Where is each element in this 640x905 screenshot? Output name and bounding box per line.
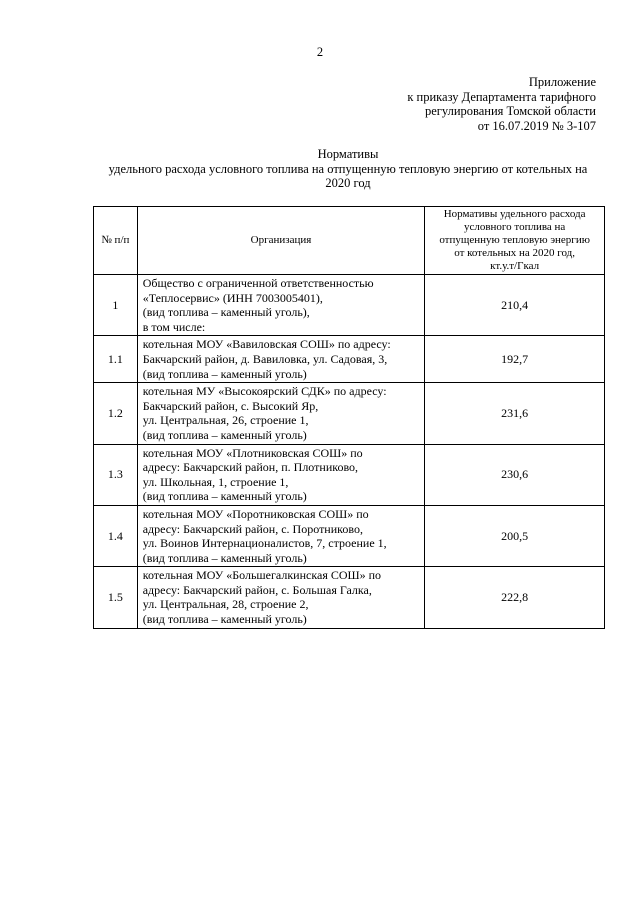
org-line: (вид топлива – каменный уголь) — [142, 550, 307, 565]
table-row — [94, 383, 605, 444]
document-title — [90, 147, 606, 191]
org-line: адресу: Бакчарский район, п. Плотниково, — [142, 460, 359, 475]
row-org — [137, 275, 425, 336]
org-line: в том числе: — [142, 319, 206, 334]
org-line: ул. Центральная, 26, строение 1, — [142, 413, 309, 428]
row-org — [137, 444, 425, 505]
row-org — [137, 505, 425, 566]
page-number: 2 — [316, 45, 324, 59]
table-row — [94, 567, 605, 628]
title-line: 2020 год — [325, 176, 371, 190]
org-line: Общество с ограниченной ответственностью — [142, 276, 374, 290]
org-line: котельная МОУ «Поротниковская СОШ» по — [142, 506, 369, 521]
org-line: адресу: Бакчарский район, с. Большая Галка, — [142, 582, 372, 597]
header-value-line: Нормативы удельного расхода — [443, 208, 586, 220]
header-org: Организация — [137, 207, 425, 275]
org-line: (вид топлива – каменный уголь) — [142, 366, 307, 381]
org-line: котельная МОУ «Вавиловская СОШ» по адресу: — [142, 337, 391, 352]
appendix-line: регулирования Томской области — [424, 104, 596, 118]
org-line: (вид топлива – каменный уголь) — [142, 612, 307, 627]
org-line: Бакчарский район, с. Высокий Яр, — [142, 398, 319, 413]
table-row — [94, 275, 605, 336]
table-row — [94, 505, 605, 566]
table-row — [94, 444, 605, 505]
org-line: ул. Центральная, 28, строение 2, — [142, 597, 309, 612]
org-line: котельная МОУ «Плотниковская СОШ» по — [142, 445, 363, 460]
row-num: 1.4 — [94, 505, 138, 566]
row-num: 1.3 — [94, 444, 138, 505]
org-line: ул. Воинов Интернационалистов, 7, строение 1, — [142, 536, 387, 551]
appendix-block — [407, 75, 596, 133]
table-row — [94, 336, 605, 383]
row-value: 230,6 — [425, 444, 605, 505]
row-org — [137, 567, 425, 628]
header-num: № п/п — [94, 207, 138, 275]
row-num: 1 — [94, 275, 138, 336]
org-line: адресу: Бакчарский район, с. Поротниково, — [142, 521, 363, 536]
row-value: 222,8 — [425, 567, 605, 628]
appendix-line: от 16.07.2019 № 3-107 — [477, 118, 596, 133]
org-line: котельная МОУ «Большегалкинская СОШ» по — [142, 568, 382, 583]
row-value: 200,5 — [425, 505, 605, 566]
org-line: (вид топлива – каменный уголь) — [142, 489, 307, 504]
org-line: (вид топлива – каменный уголь), — [142, 305, 310, 320]
row-num: 1.5 — [94, 567, 138, 628]
row-org — [137, 383, 425, 444]
header-value-line: отпущенную тепловую энергию — [439, 234, 590, 246]
org-line: «Теплосервис» (ИНН 7003005401), — [142, 290, 323, 305]
row-value: 192,7 — [425, 336, 605, 383]
appendix-line: к приказу Департамента тарифного — [407, 89, 596, 104]
table-header-row — [94, 207, 605, 275]
header-value-line: от котельных на 2020 год, — [454, 247, 576, 259]
org-line: Бакчарский район, д. Вавиловка, ул. Садовая, 3, — [142, 351, 388, 366]
row-value: 231,6 — [425, 383, 605, 444]
norms-table — [93, 206, 605, 629]
appendix-line: Приложение — [528, 75, 596, 89]
org-line: ул. Школьная, 1, строение 1, — [142, 474, 289, 489]
header-value-line: условного топлива на — [463, 221, 566, 233]
row-value: 210,4 — [425, 275, 605, 336]
header-value — [425, 207, 605, 275]
org-line: котельная МУ «Высокоярский СДК» по адресу: — [142, 384, 387, 399]
row-num: 1.2 — [94, 383, 138, 444]
title-line: удельного расхода условного топлива на отпущенную тепловую энергию от котельных на — [108, 161, 588, 176]
title-line: Нормативы — [317, 147, 379, 161]
row-num: 1.1 — [94, 336, 138, 383]
org-line: (вид топлива – каменный уголь) — [142, 427, 307, 442]
header-value-line: кт.у.т/Гкал — [490, 260, 540, 272]
row-org — [137, 336, 425, 383]
